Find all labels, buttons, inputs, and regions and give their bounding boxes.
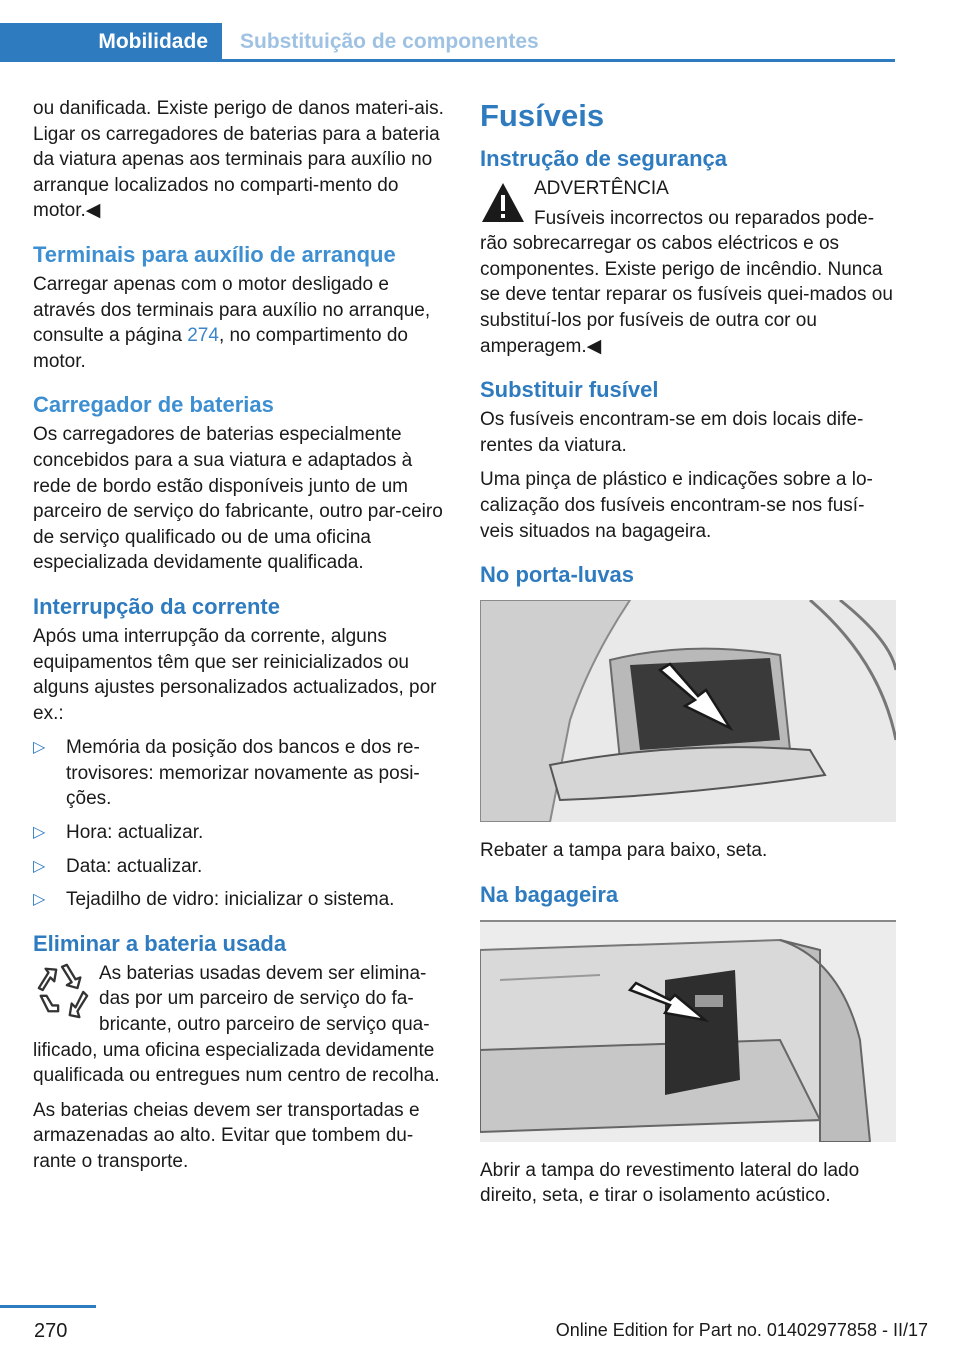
substituir-paragraph-2: Uma pinça de plástico e indicações sobre a lo‐calização dos fusíveis encontram-se nos fusí‐veis situados na bagageira.: [480, 469, 873, 542]
section-tab-mobilidade: Mobilidade: [0, 23, 222, 60]
trunk-illustration: [480, 920, 896, 1142]
carregador-paragraph: Os carregadores de baterias especialmente concebidos para a sua viatura e adaptados à rede de bordo estão disponíveis junto de um parceiro de serviço do fabricante, outro par‐ceiro de serviço qualificado ou de uma oficina especializada devidamente qualificada.: [33, 424, 443, 574]
glovebox-illustration: [480, 600, 896, 822]
warning-title: ADVERTÊNCIA: [534, 178, 669, 199]
right-column: [480, 96, 896, 1218]
recycle-icon: [33, 961, 91, 1019]
heading-fusiveis: Fusíveis: [480, 98, 605, 133]
warning-block: [480, 176, 896, 359]
triangle-right-icon: ▷: [33, 824, 46, 842]
heading-carregador: Carregador de baterias: [33, 392, 274, 418]
heading-terminais: Terminais para auxílio de arranque: [33, 241, 396, 267]
heading-seguranca: Instrução de segurança: [480, 146, 727, 171]
intro-paragraph: ou danificada. Existe perigo de danos materi‐ais. Ligar os carregadores de baterias para a bateria da viatura apenas aos terminais para auxílio no arranque localizados no comparti‐mento do motor.◀: [33, 98, 444, 222]
triangle-right-icon: ▷: [33, 891, 46, 909]
section-tab-substituicao: Substituição de componentes: [240, 29, 539, 53]
triangle-right-icon: ▷: [33, 739, 46, 757]
interrupcao-paragraph: Após uma interrupção da corrente, alguns equipamentos têm que ser reinicializados ou alguns ajustes personalizados actualizados, por ex.:: [33, 625, 437, 724]
warning-text: Fusíveis incorrectos ou reparados pode‐rão sobrecarregar os cabos eléctricos e os componentes. Existe perigo de incêndio. Nunca se deve tentar reparar os fusíveis quei‐mados ou substituí-los por fusíveis de outra cor ou amperagem.◀: [480, 207, 893, 357]
heading-substituir: Substituir fusível: [480, 377, 659, 403]
list-item: ▷ Hora: actualizar.: [33, 820, 445, 846]
eliminar-block: [33, 961, 445, 1089]
page-number: 270: [34, 1320, 68, 1342]
heading-bagageira: Na bagageira: [480, 881, 619, 907]
list-item: ▷ Data: actualizar.: [33, 854, 445, 880]
terminais-text-a: Carregar apenas com o motor desligado e através dos terminais para auxílio no arranque, consulte a página: [33, 273, 431, 347]
eliminar-paragraph-2: As baterias cheias devem ser transportadas e armazenadas ao alto. Evitar que tombem du‐rante o transporte.: [33, 1099, 420, 1172]
warning-triangle-icon: [480, 180, 526, 226]
terminais-text-b: , no compartimento do motor.: [33, 325, 408, 372]
triangle-right-icon: ▷: [33, 857, 46, 875]
reset-list: [33, 735, 445, 913]
list-item: ▷ Tejadilho de vidro: inicializar o sistema.: [33, 887, 445, 913]
bagageira-caption: Abrir a tampa do revestimento lateral do lado direito, seta, e tirar o isolamento acústico.: [480, 1159, 860, 1207]
porta-luvas-caption: Rebater a tampa para baixo, seta.: [480, 840, 768, 862]
edition-text: Online Edition for Part no. 01402977858 - II/17: [555, 1320, 928, 1340]
heading-porta-luvas: No porta-luvas: [480, 562, 635, 588]
left-column: [33, 96, 445, 1184]
heading-interrupcao: Interrupção da corrente: [33, 593, 280, 619]
terminais-paragraph: [33, 272, 445, 374]
header-bar: [0, 0, 960, 62]
header-rule: [0, 59, 895, 62]
heading-eliminar: Eliminar a bateria usada: [33, 930, 287, 956]
list-item: ▷ Memória da posição dos bancos e dos re‐trovisores: memorizar novamente as posi‐ções.: [33, 737, 420, 810]
footer-rule: [0, 1305, 96, 1308]
eliminar-paragraph: As baterias usadas devem ser elimina‐das por um parceiro de serviço do fa‐bricante, outro parceiro de serviço qua‐lificado, uma oficina especializada devidamente qualificada ou entregues num centro de recolha.: [33, 962, 440, 1087]
page-link-274[interactable]: 274: [187, 325, 219, 347]
substituir-paragraph-1: Os fusíveis encontram-se em dois locais dife‐rentes da viatura.: [480, 409, 864, 456]
